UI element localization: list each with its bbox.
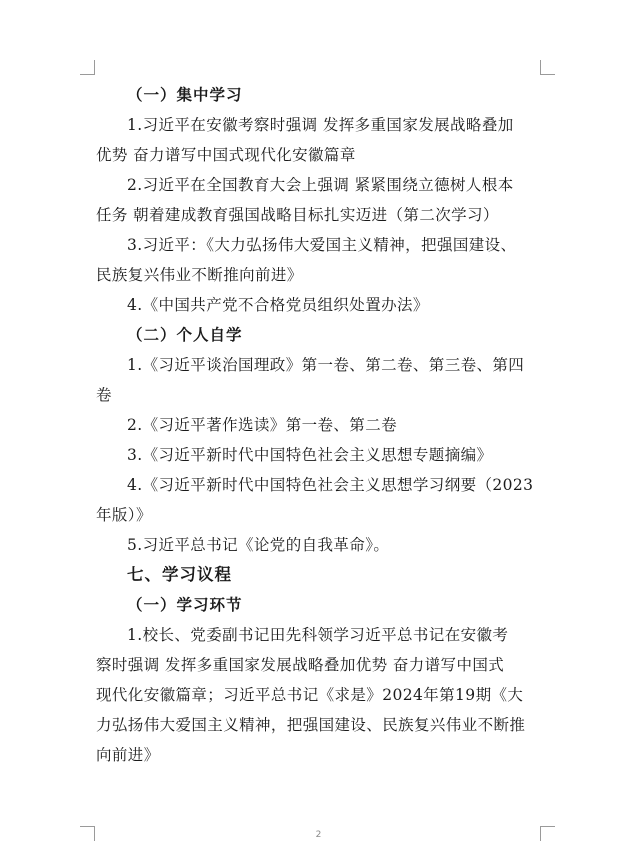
paragraph-line: 向前进》 (96, 746, 160, 764)
paragraph-line: 3.《习近平新时代中国特色社会主义思想专题摘编》 (127, 446, 493, 464)
paragraph-line: 1.习近平在安徽考察时强调 发挥多重国家发展战略叠加 (127, 116, 514, 134)
paragraph-line: 年版）》 (96, 506, 152, 524)
paragraph-line: 5.习近平总书记《论党的自我革命》。 (127, 536, 390, 554)
paragraph-line: 民族复兴伟业不断推向前进》 (96, 266, 303, 284)
paragraph-line: 任务 朝着建成教育强国战略目标扎实迈进（第二次学习） (96, 206, 499, 224)
paragraph-line: 力弘扬伟大爱国主义精神，把强国建设、民族复兴伟业不断推 (96, 716, 526, 734)
section-heading: （一）集中学习 (127, 86, 243, 104)
crop-mark-top-left (80, 60, 95, 75)
paragraph-line: 2.《习近平著作选读》第一卷、第二卷 (127, 416, 397, 434)
section-heading: （一）学习环节 (127, 596, 243, 614)
paragraph-line: 4.《中国共产党不合格党员组织处置办法》 (127, 296, 429, 314)
paragraph-line: 察时强调 发挥多重国家发展战略叠加优势 奋力谱写中国式 (96, 656, 505, 674)
paragraph-line: 4.《习近平新时代中国特色社会主义思想学习纲要（2023 (127, 476, 534, 494)
paragraph-line: 1.《习近平谈治国理政》第一卷、第二卷、第三卷、第四 (127, 356, 525, 374)
paragraph-line: 1.校长、党委副书记田先科领学习近平总书记在安徽考 (127, 626, 509, 644)
paragraph-line: 2.习近平在全国教育大会上强调 紧紧围绕立德树人根本 (127, 176, 514, 194)
section-heading: （二）个人自学 (127, 326, 243, 344)
crop-mark-top-right (540, 60, 555, 75)
paragraph-line: 3.习近平：《大力弘扬伟大爱国主义精神，把强国建设、 (127, 236, 517, 254)
paragraph-line: 优势 奋力谱写中国式现代化安徽篇章 (96, 146, 356, 164)
paragraph-line: 卷 (96, 386, 112, 404)
paragraph-line: 现代化安徽篇章；习近平总书记《求是》2024年第19期《大 (96, 686, 524, 704)
section-heading: 七、学习议程 (127, 565, 232, 584)
page-number: 2 (315, 830, 322, 840)
document-body (96, 80, 542, 770)
